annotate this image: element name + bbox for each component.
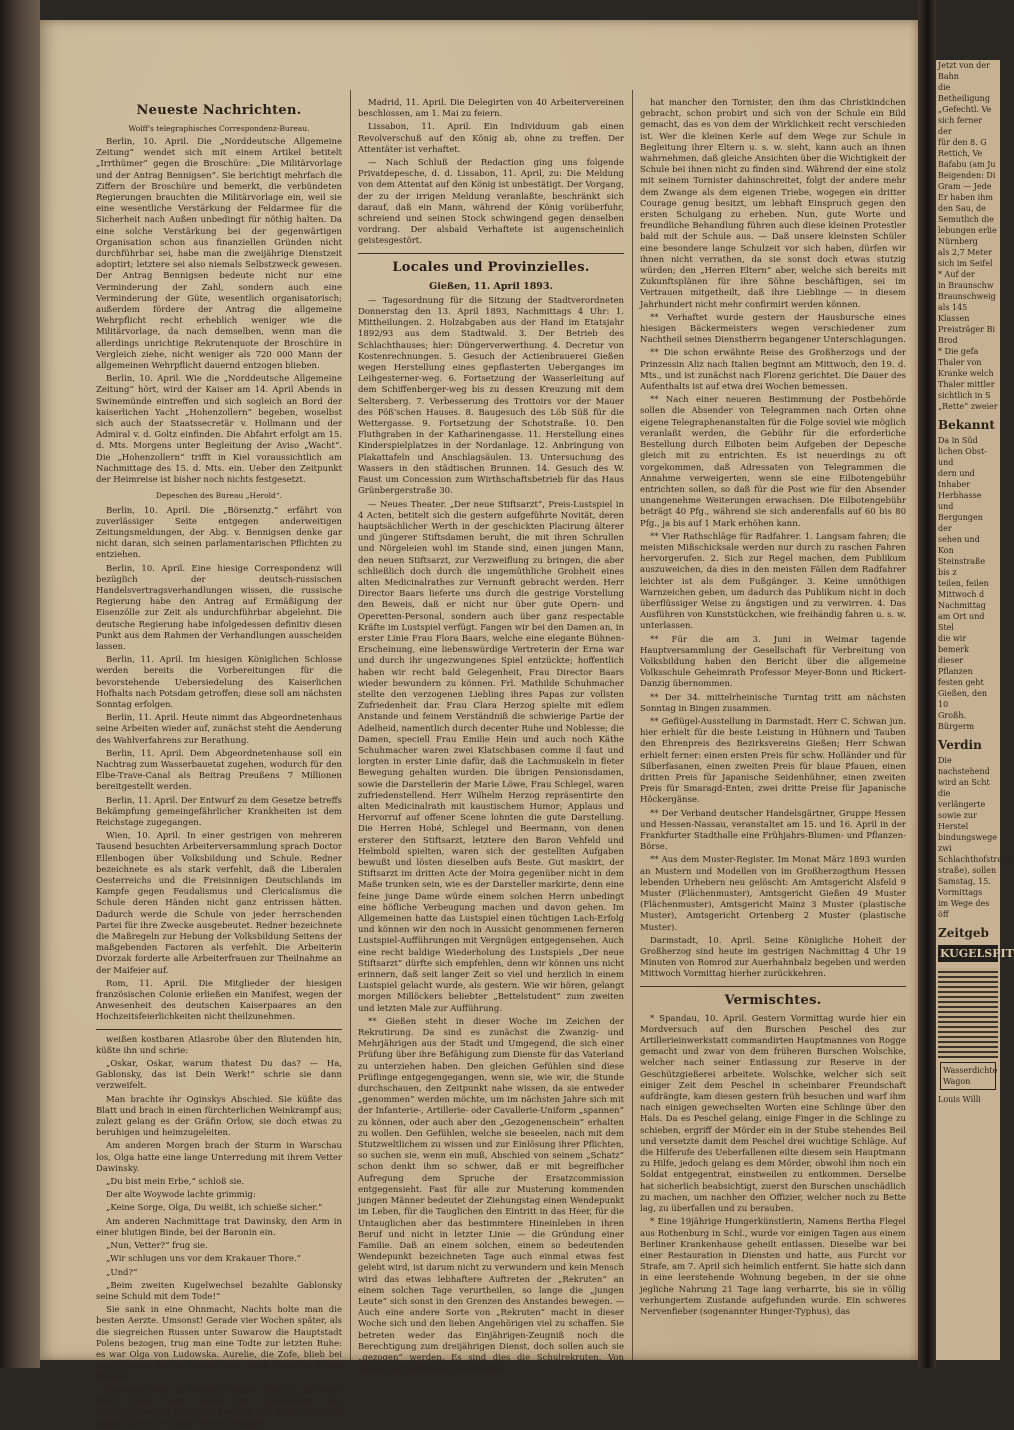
adjacent-line: Semutlich die xyxy=(938,215,994,224)
adjacent-line: Jetzt von der Bahn xyxy=(938,61,990,81)
adjacent-line: Kranke welch xyxy=(938,369,994,378)
depeschen-line: Depeschen des Bureau „Herold“. xyxy=(155,491,283,501)
adjacent-line: Da in Süd xyxy=(938,436,978,445)
feuilleton-paragraph: „Oskar, Oskar, warum thatest Du das? — Ha, Gablonsky, das ist Dein Werk!“ schrie sie dann verzweifelt. xyxy=(96,1059,342,1092)
adjacent-line: Bergungen der xyxy=(938,513,983,533)
news-paragraph: Berlin, 10. April. Die „Norddeutsche Allgemeine Zeitung“ wendet sich mit einem Artikel betitelt „Irrthümer“ gegen die Broschüre: „Die Militärvorlage und der Antrag Bennigsen“. Sie berichtigt mehrfach die Ziffern der Broschüre und bemerkt, die verbündeten Regierungen brauchten die Militärvorlage ein, weil sie eine wesentliche Verstärkung der Feldarmee für die Sicherheit nach Außen unbedingt für nöthig halten. Da eine solche Verstärkung bei der gegenwärtigen Organisation schon aus finanziellen Gründen nicht durchführbar sei, habe man die zweijährige Dienstzeit adoptirt; letztere sei also niemals Selbstzweck gewesen. Der Antrag Bennigsen bedeute nicht nur eine Verminderung der Zahl, sondern auch eine Verminderung der Güte, wesentlich organisatorisch; außerdem fördere der Antrag die allgemeine Wehrpflicht recht erheblich weniger wie die Militärvorlage, da nach demselben, wenn man die allerdings unrichtige Rekrutenquote der Broschüre in Vergleich ziehe, nicht weniger als 720 000 Mann der allgemeinen Wehrpflicht dauernd entzogen blieben. xyxy=(96,137,342,372)
local-paragraph: — Neues Theater. „Der neue Stiftsarzt“, Preis-Lustspiel in 4 Acten, betitelt sich die gestern aufgeführte Novität, deren hauptsächlicher Werth in der geschickten Placirung älterer und jüngerer Stiftsdamen beruht, die mit ihren Schrullen und Nörgeleien wohl im Stande sind, einen jungen Mann, den neuen Stiftsarzt, zur Verzweiflung zu bringen, die aber schließlich doch durch die ungemüthliche Grobheit eines alten Medicinalrathes zur Vernunft gebracht werden. Herr Director Baars lieferte uns durch die gestrige Vorstellung den Beweis, daß er nicht nur über gute Opern- und Operetten-Personal, sondern auch über ganz respectable Kräfte im Lustspiel verfügt. Fangen wir bei den Damen an, in erster Linie Frau Flora Baars, welche eine elegante Bühnen-Erscheinung, eine liebenswürdige Vertreterin der Erna war und durch ihr ungezwungenes Spiel entzückte; hoffentlich haben wir recht bald Gelegenheit, Frau Director Baars wieder bewundern zu können. Frl. Mathilde Schuhmacher stellte den verzogenen Liebling ihres Papas zur vollsten Zufriedenheit dar. Frau Clara Herzog spielte mit edlem Anstande und feinem Verständniß die schwierige Partie der Adelheid, namentlich durch decenter Ruhe und Noblesse; die Damen, speciell Frau Emilie Hein und auch noch Käthe Schuhmacher waren zwei Klatschbasen comme il faut und lorgten in erster Linie dafür, daß die Lachmuskeln in fleter Bewegung gehalten wurden. Die übrigen Pensionsdamen, sowie die Darstellerin der Marie Löwe, Frau Schlegel, waren zufriedenstellend. Herr Wilhelm Herzog repräsentirte den alten Medicinalrath mit kaustischem Humor; Applaus und Hervorruf auf offener Scene lohnten die gute Darstellung. Die Herren Hobé, Schlegel und Beermann, von denen ersterer den Stiftsarzt, letztere den Baron Vehfeld und Helmbold spielten, waren sich der gestellten Aufgaben bewußt und lösten dieselben aufs Beste. Gut maskirt, der Stiftsarzt im dritten Acte der Moira gegenüber nicht in dem Maße trunken sein, wie es der Darsteller markirte, denn eine feine junge Dame würde einem solchen Herrn unbedingt eine höfliche Verbeugung machen und davon gehen. Im Allgemeinen hatte das Lustspiel einen tüchtigen Lach-Erfolg und können wir den noch in Aussicht genommenen ferneren Lustspiel-Aufführungen mit Vergnügen entgegensehen. Auch eine recht baldige Wiederholung des Lustspiels „Der neue Stiftsarzt“ dürfte sich empfehlen, denn wir können uns nicht erinnern, daß seit langer Zeit so viel und herzlich in einem Lustspiel gelacht wurde, als gestern. Wie wir hören, gelangt morgen Millöckers beliebter „Bettelstudent“ zum zweiten und letzten Male zur Aufführung. xyxy=(358,499,624,1014)
adjacent-line: lebungen erlie xyxy=(938,226,997,235)
adjacent-line: die Betheiligung xyxy=(938,83,990,103)
column-rule xyxy=(350,90,351,1360)
locales-heading: Locales und Provinzielles. xyxy=(392,259,590,275)
news-paragraph: Berlin, 11. April. Heute nimmt das Abgeordnetenhaus seine Arbeiten wieder auf, zunächst steht die Aenderung des Wahlverfahrens zur Berathung. xyxy=(96,713,342,746)
feuilleton-paragraph: Sie sank in eine Ohnmacht, Nachts holte man die besten Aerzte. Umsonst! Gerade vier Wochen später, als die siegreichen Russen unter Suwarow die Hauptstadt Polens bezogen, trug man eine Todte zur letzten Ruhe: es war Olga von Ludowska. Aurelie, die Zofe, blieb bei ihrer Herrin bis zu deren Tode, dann ging sie in ein Kloster. xyxy=(96,1305,342,1383)
adjacent-line: sich ferner der xyxy=(938,116,983,136)
advertisement-illustration xyxy=(938,968,998,1058)
adjacent-line: * Die gefa xyxy=(938,347,979,356)
feuilleton-paragraph: „Du bist mein Erbe,“ schloß sie. xyxy=(106,1177,245,1188)
adjacent-line: Braunschweig xyxy=(938,292,996,301)
news-paragraph: Madrid, 11. April. Die Delegirten von 40 Arbeitervereinen beschlossen, am 1. Mai zu feiern. xyxy=(358,98,624,120)
adjacent-line: dern und Inhaber xyxy=(938,469,975,489)
news-paragraph: Berlin, 11. April. Der Entwurf zu dem Gesetze betreffs Bekämpfung gemeingefährlicher Krankheiten ist dem Reichstage zugegangen. xyxy=(96,795,342,828)
local-paragraph: ** Aus dem Muster-Register. Im Monat März 1893 wurden an Mustern und Modellen von im Großherzogthum Hessen lebenden Urhebern neu gelöscht: Am Amtsgericht Alsfeld 9 Muster (Flächenmuster), Amtsgericht Gießen 49 Muster (Flächenmuster), Amtsgericht Mainz 3 Muster (plastische Muster), Amtsgericht Ortenberg 2 Muster (plastische Muster). xyxy=(640,855,906,933)
news-paragraph: Lissabon, 11. April. Ein Individuum gab einen Revolverschuß auf den König ab, ohne zu treffen. Der Attentäter ist verhaftet. xyxy=(358,122,624,155)
local-paragraph: ** Der Verband deutscher Handelsgärtner, Gruppe Hessen und Hessen-Nassau, veranstaltet am 15. und 16. April in der Frankfurter Stadthalle eine Frühjahrs-Blumen- und Pflanzen-Börse. xyxy=(640,808,906,853)
feuilleton-paragraph: Am anderen Morgen brach der Sturm in Warschau los, Olga hatte eine lange Unterredung mit ihrem Vetter Dawinsky. xyxy=(96,1141,342,1174)
advertisement xyxy=(940,1062,996,1090)
left-column xyxy=(96,100,342,1430)
adjacent-line: Samstag, 15. xyxy=(938,877,991,886)
adjacent-line: „Gefechtl. Ve xyxy=(938,105,992,114)
local-paragraph: Darmstadt, 10. April. Seine Königliche Hoheit der Großherzog sind heute im gestrigen Nachmittag 4 Uhr 19 Minuten von Romrod zur Auerhahnbalz begeben und werden Mittwoch Vormittag hierher zurückkehren. xyxy=(640,935,906,980)
adjacent-line: als 145 Klassen xyxy=(938,303,970,323)
adjacent-line: die wir bemerk xyxy=(938,634,969,654)
adjacent-line: am Ort und Stel xyxy=(938,612,985,632)
news-paragraph: Berlin, 11. April. Dem Abgeordnetenhause soll ein Nachtrag zum Wasserbauetat zugehen, wodurch für den Elbe-Trave-Canal als Beitrag Preußens 7 Millionen bereitgestellt werden. xyxy=(96,748,342,793)
adjacent-page-text xyxy=(936,60,1014,1105)
misc-paragraph: * Spandau, 10. April. Gestern Vormittag wurde hier ein Mordversuch auf den Burschen Peschel des zur Artillerieinwerkstatt commandirten Hauptmannes von Rogge gemacht und zwar von dem früheren Burschen Wolschke, welcher nach seiner Entlassung zur Reserve in der Geschützgießerei arbeitete. Wolschke, welcher sich seit einiger Zeit dem Peschel in scheinbarer Freundschaft aufdrängte, kam diesen gestern früh besuchen und warf ihm nach einigen gewechselten Worten eine Schlinge über den Hals. Da es Peschel gelang, einige Finger in die Schlinge zu schieben, ergriff der Mörder ein in der Stube stehendes Beil und versetzte damit dem Peschel drei wuchtige Schläge. Auf die Hilferufe des Ueberfallenen eilte diesem sein Hauptmann zu Hilfe, jedoch gelang es dem Mörder, obwohl ihm noch ein Soldat entgegentrat, einstweilen zu entkommen. Derselbe hat sicherlich beabsichtigt, zuerst den Burschen unschädlich zu machen, um nachher den Offizier, welcher noch zu Bette lag, zu überfallen und zu berauben. xyxy=(640,1013,906,1215)
local-paragraph: ** Der 34. mittelrheinische Turntag tritt am nächsten Sonntag in Bingen zusammen. xyxy=(640,692,906,714)
adjacent-line: Vormittags xyxy=(938,888,983,897)
adjacent-heading: Bekannt xyxy=(938,418,995,432)
adjacent-line: sehen und Kon xyxy=(938,535,980,555)
advertisement: KUGELSPIT xyxy=(940,947,1014,960)
feuilleton-paragraph: „Und?“ xyxy=(106,1267,138,1278)
feuilleton-paragraph: Dawinsky zog mit seinem reichen Erbe in die neue Welt. Jetzt erst ward die Geschichte der verhängnißvollen Polonaise bekannt und damit auch das unglückliche Geschick Polens besiegelt. xyxy=(96,1385,342,1430)
news-paragraph: Wien, 10. April. In einer gestrigen von mehreren Tausend besuchten Arbeiterversammlung sprach Doctor Ellenbogen über Volksbildung und Schule. Redner bezeichnete es als stark verfehlt, daß die Liberalen Oesterreichs und die Freisinnigen Deutschlands im Kampfe gegen Feudalismus und Clericalismus die Schule deren Händen nicht ganz entrissen hätten. Dadurch werde die Schule von jeder herrschenden Partei für ihre Zwecke ausgebeutet. Redner bezeichnete die Maßregeln zur Hebung der Volksbildung Seitens der maßgebenden Factoren als verfehlt. Die Arbeiterin Dvorzak forderte alle Arbeiterfrauen zur Theilnahme an der Maifeier auf. xyxy=(96,831,342,976)
adjacent-line: für den 8. G xyxy=(938,138,987,147)
adjacent-line: die verlängerte xyxy=(938,789,986,809)
adjacent-line: dieser Pflanzen xyxy=(938,656,973,676)
local-paragraph: ** Verhaftet wurde gestern der Hausbursche eines hiesigen Bäckermeisters wegen verschiedener zum Nachtheil seines Dienstherrn begangener Unterschlagungen. xyxy=(640,312,906,346)
news-paragraph: Berlin, 10. April. Wie die „Norddeutsche Allgemeine Zeitung“ hört, wird der Kaiser am 14. April Abends in Swinemünde eintreffen und sich sogleich an Bord der kaiserlichen Yacht „Hohenzollern“ begeben, woselbst sich auch der Staatssecretär v. Hollmann und der Admiral v. d. Goltz einfinden. Die Abfahrt erfolgt am 15. d. Mts. Morgens unter Begleitung der Aviso „Wacht“. Die „Hohenzollern“ trifft in Kiel voraussichtlich am Nachmittage des 15. d. Mts. ein. Ueber den Zeitpunkt der Heimreise ist bisher noch nichts festgesetzt. xyxy=(96,374,342,486)
adjacent-line: Bafabu (am Ju xyxy=(938,160,996,169)
misc-paragraph: * Eine 19jährige Hungerkünstlerin, Namens Bertha Flegel aus Rothenburg in Schl., wurde vor einigen Tagen aus einem Berliner Krankenhause geheilt entlassen. Dieselbe war bei einer Restauration in Diensten und hatte, aus Furcht vor Strafe, am 7. April sich heimlich entfernt. Sie hatte sich dann in eine leerstehende Wohnung begeben, in der sie ohne jegliche Nahrung 21 Tage lang verharrte, bis sie in völlig verhungertem Zustande aufgefunden wurde. Ein schweres Nervenfieber (sogenannter Hunger-Typhus), das xyxy=(640,1217,906,1317)
adjacent-line: Thaler mittler xyxy=(938,380,995,389)
feuilleton-paragraph: „Nun, Vetter?“ frug sie. xyxy=(106,1241,208,1252)
feuilleton-paragraph: „Beim zweiten Kugelwechsel bezahlte Gablonsky seine Schuld mit dem Tode!“ xyxy=(96,1280,342,1302)
page-gutter xyxy=(918,0,936,1368)
local-paragraph: ** Vier Rathschläge für Radfahrer. 1. Langsam fahren; die meisten Mißschicksale werden nur durch zu raschen Fahren hervorgerufen. 2. Sich zur Regel machen, dem Publikum auszuweichen, da dies in den meisten Fällen dem Radfahrer leichter ist als dem Fußgänger. 3. Keine unnöthigen Warnzeichen geben, um dadurch das Publikum nicht in doch überflüssiger Weise zu ängstigen und zu verwirren. 4. Das Ausführen von Kunststückchen, wie freihändig fahren u. s. w. unterlassen. xyxy=(640,531,906,632)
adjacent-line: den Sau, de xyxy=(938,204,986,213)
feuilleton-paragraph: „Keine Sorge, Olga, Du weißt, ich schieße sicher.“ xyxy=(106,1203,323,1214)
ad-line: Wasserdichte xyxy=(943,1066,998,1075)
adjacent-line: Er haben ihm xyxy=(938,193,993,202)
local-paragraph: hat mancher den Tornister, den ihm das Christkindchen gebracht, schon probirt und sich von der Schule ein Bild gemacht, das es von dem der Wirklichkeit recht verschieden ist. Wer die kleinen Kerle auf dem Wege zur Schule in Begleitung ihrer Eltern u. s. w. sieht, kann auch an ihnen wahrnehmen, daß gleiche Ansichten über die Wichtigkeit der Schule bei ihnen nicht zu finden sind. Während der eine stolz mit seinem Tornister dahinschreitet, folgt der andere mehr dem Zwange als dem eigenen Triebe, wogegen ein dritter Courage genug besitzt, um lebhaft Einspruch gegen den ersten Schulgang zu erheben. Nun, gute Worte und freundliche Behandlung führen auch diese kleinen Protestler bald mit der Schule aus. — Daß unsere kleinsten Schüler eine besondere lange Schulzeit vor sich haben, dürfen wir ihnen nicht verrathen, da sie sonst doch etwas stutzig würden; den „Herren Eltern“ aber, welche sich bereits mit Zukunftsplänen für ihre Söhne beschäftigen, sei im Vertrauen mitgetheilt, daß ihre Lieblinge — in diesem Jahrhundert nicht mehr confirmirt werden können. xyxy=(640,98,906,310)
adjacent-line: wird an Scht xyxy=(938,778,990,787)
adjacent-line: Rettich, Ve xyxy=(938,149,983,158)
adjacent-line: in Braunschw xyxy=(938,281,994,290)
right-column xyxy=(640,98,906,1342)
feuilleton-paragraph: Am anderen Nachmittage trat Dawinsky, den Arm in einer blutigen Binde, bei der Baronin ein. xyxy=(96,1216,342,1238)
local-paragraph: ** Die schon erwähnte Reise des Großherzogs und der Prinzessin Aliz nach Italien beginnt am Mittwoch, den 19. d. Mts., und ist zunächst nach Florenz gerichtet. Die Dauer des Aufenthalts ist auf etwa drei Wochen bemessen. xyxy=(640,348,906,393)
adjacent-line: „Rette“ zweier xyxy=(938,402,998,411)
adjacent-line: Die nachstehend xyxy=(938,756,990,776)
adjacent-line: teilen, feilen xyxy=(938,579,989,588)
section-divider xyxy=(96,1029,342,1030)
adjacent-line: bindungswege zwi xyxy=(938,833,997,853)
section-divider xyxy=(358,253,624,254)
adjacent-line: Nürnberg xyxy=(938,237,978,246)
ad-line: Wagon xyxy=(943,1077,971,1086)
news-paragraph: Rom, 11. April. Die Mitglieder der hiesigen französischen Colonie erließen ein Manifest, wegen der Anwesenheit des deutschen Kaiserpaares an den Hochzeitsfeierlichkeiten nicht theilzunehmen. xyxy=(96,978,342,1023)
adjacent-line: Preisträger Bi xyxy=(938,325,996,334)
newspaper-page xyxy=(40,20,918,1430)
adjacent-line: im Wege des öff xyxy=(938,899,990,919)
local-paragraph: ** Nach einer neueren Bestimmung der Postbehörde sollen die Absender von Telegrammen nach Orten ohne eigene Telegraphenanstalten für die Folge soviel wie möglich veranlaßt werden, die Gebühr für die erforderliche Bestellung durch Eilboten beim Aufgeben der Depesche gleich mit zu entrichten. Es ist neuerdings zu oft vorgekommen, daß Adressaten von Telegrammen die Annahme verweigerten, wenn sie eine Eilbotengebühr entrichten sollen, so daß für die Post wie für den Absender unangenehme Weiterungen erwachsen. Die Eilbotengebühr beträgt 40 Pfg., während sie sich anderenfalls auf 60 bis 80 Pfg., ja bis auf 1 Mark erhöhen kann. xyxy=(640,395,906,529)
news-paragraph: Berlin, 11. April. Im hiesigen Königlichen Schlosse werden bereits die Vorbereitungen für die bevorstehende Uebersiedelung des Kaiserlichen Hofhalts nach Potsdam getroffen; diese soll am nächsten Sonntag erfolgen. xyxy=(96,655,342,710)
adjacent-line: festen geht xyxy=(938,678,984,687)
adjacent-line: sichtlich in S xyxy=(938,391,991,400)
section-divider xyxy=(640,986,906,987)
adjacent-line: sich im Seifel xyxy=(938,259,993,268)
adjacent-line: sowie zur Herstel xyxy=(938,811,977,831)
feuilleton-paragraph: Der alte Woywode lachte grimmig: xyxy=(106,1190,256,1201)
column-rule xyxy=(632,90,633,1360)
adjacent-line: Gram — Jede xyxy=(938,182,992,191)
neueste-nachrichten-heading: Neueste Nachrichten. xyxy=(136,103,302,118)
dateline: Gießen, 11. April 1893. xyxy=(429,280,553,292)
source-line: Wolff's telegraphisches Correspondenz-Bureau. xyxy=(128,124,310,133)
adjacent-line: Nachmittag xyxy=(938,601,986,610)
middle-column xyxy=(358,98,624,1375)
adjacent-line: Mittwoch d xyxy=(938,590,985,599)
feuilleton-paragraph: Man brachte ihr Oginskys Abschied. Sie küßte das Blatt und brach in einen fürchterlichen Weinkrampf aus; zulezt gelang es der Gräfin Orlow, sie doch etwas zu beruhigen und heimzugeleiten. xyxy=(96,1094,342,1139)
local-paragraph: ** Gießen steht in dieser Woche im Zeichen der Rekrutirung. Da sind es zunächst die Zwanzig- und Mehrjährigen aus der Stadt und Umgegend, die sich einer Prüfung über ihre Befähigung zum Dienste für das Vaterland zu unterziehen haben. Den gleichen Gefühlen sind diese Prüflinge entgegengegangen, wenn sie, wie wir, die Stunde durchschauen, den Zeitpunkt nahe wissen, da sie entweder „genommen“ werden möchte, um im nächsten Jahre sich mit der Infanterie-, Artillerie- oder Cavallerie-Uniform „spannen“ zu können, oder auch aber den „Gezogenenschein“ erhalten zu wollen. Den Gefühlen, welche sie beseelen, nach mit dem Stutzweltlichem zu wissen und zur Einlösung ihrer Pflichten, so suchen sie, wenn ein muß, Abschied von seinem „Schatz“ schon denkt ihm so schwer, daß er mit begreiflicher Aufregung dem Spruche der Ersatzcommission entgegensieht. Fast für alle zur Musterung kommenden jungen Männer bedeutet der Ziehungstag einen Wendepunkt im Leben, für die Tauglichen den Eintritt in das Heer, für die Untauglichen aber das bestimmtere Hineinleben in ihren Beruf und nicht in letzter Linie — die Gründung einer Familie. Daß an einem solchen, einem so bedeutenden Wendepunkt bezeichneten Tage auch einmal etwas fest gelebt wird, ist darum nicht zu verwundern und kein Mensch wird das etwas lebhaftere Auftreten der „Rekruten“ an einem solchen Tage verurtheilen, so lange die „jungen Leute“ sich sonst in den Grenzen des Anstandes bewegen. — Auch eine andere Sorte von „Rekruten“ macht in dieser Woche sich und den lieben Angehörigen viel zu schaffen. Sie betreten weder das Einjährigen-Zeugniß noch die Berechtigung zum dreijährigen Dienst, doch sollen auch sie „gezogen“ werden. Es sind dies die Schulrekruten. Von diesen sechsjährigen Bürschchen xyxy=(358,1016,624,1375)
book-binding xyxy=(0,0,40,1368)
adjacent-line: Gießen, den 10 xyxy=(938,689,988,709)
adjacent-line: als 2,7 Meter xyxy=(938,248,992,257)
adjacent-line: straße), sollen xyxy=(938,866,997,875)
adjacent-line: Thaler von xyxy=(938,358,982,367)
local-paragraph: ** Für die am 3. Juni in Weimar tagende Hauptversammlung der Gesellschaft für Verbreitung von Volksbildung haben den Bericht über die allgemeine Volksschule Geheimrath Professor Meyer-Bonn und Rickert-Danzig übernommen. xyxy=(640,634,906,690)
adjacent-line: Beigenden: Di xyxy=(938,171,996,180)
feuilleton-paragraph: weißen kostbaren Atlasrobe über den Blutenden hin, küßte ihn und schrie: xyxy=(96,1034,342,1056)
news-paragraph: — Nach Schluß der Redaction ging uns folgende Privatdepesche, d. d. Lissabon, 11. April, zu: Die Meldung von dem Attentat auf den König ist unbestätigt. Der Vorgang, der zu der irrigen Meldung veranlaßte, beschränkt sich darauf, daß ein Mann, während der König vorüberfuhr, schreiend und seinen Stock schwingend gegen denselben vordrang. Der alsbald Verhaftete ist augenscheinlich geistesgestört. xyxy=(358,158,624,247)
news-paragraph: Berlin, 10. April. Eine hiesige Correspondenz will bezüglich der deutsch-russischen Handelsvertragsverhandlungen wissen, die russische Regierung habe den Antrag auf Ermäßigung der Eisenzölle zur Zeit als undurchführbar abgelehnt. Die deutsche Regierung habe infolgedessen definitiv diesen Punkt aus dem Rahmen der Verhandlungen ausscheiden lassen. xyxy=(96,563,342,652)
adjacent-line: Steinstraße bis z xyxy=(938,557,986,577)
adjacent-line: Herbhasse und xyxy=(938,491,982,511)
adjacent-line: * Auf der xyxy=(938,270,975,279)
local-paragraph: — Tagesordnung für die Sitzung der Stadtverordneten Donnerstag den 13. April 1893, Nachmittags 4 Uhr: 1. Mittheilungen. 2. Holzabgaben aus der Hand im Etatsjahr 1892/93 aus dem Stadtwald. 3. Der Betrieb des Schlachthauses; hier: Düngerverwerthung. 4. Decretur von Kostenrechnungen. 5. Gesuch der Actienbrauerei Gießen wegen Herstellung eines gepflasterten Ueberganges im Leihgesterner-weg. 6. Fortsetzung der Wasserleitung auf dem Schiffenberger-weg bis zu dessen Kreuzung mit dem Seltersberg. 7. Verbesserung des Trottoirs vor der Mauer des Pöß'schen Hauses. 8. Baugesuch des Löb Süß für die Wettergasse. 9. Fortsetzung der Schotstraße. 10. Den Fluthgraben in der Katharinengasse. 11. Herstellung eines Kinderspielplatzes in der Nordanlage. 12. Anbringung von Plakattafeln und Anschlagsäulen. 13. Untersuchung des Wassers in den städtischen Brunnen. 14. Gesuch des W. Faust um Concession zum Wirthschaftsbetrieb für das Haus Grünbergerstraße 30. xyxy=(358,295,624,497)
adjacent-line: Brod xyxy=(938,336,958,345)
adjacent-line: Schlachthofstraße xyxy=(938,855,1013,864)
adjacent-page xyxy=(936,60,1014,1360)
local-paragraph: ** Geflügel-Ausstellung in Darmstadt. Herr C. Schwan jun. hier erhielt für die beste Leistung in Hühnern und Tauben den Ehrenpreis des Bezirksvereins Gießen; Herr Schwan erhielt ferner: einen ersten Preis für schw. Holländer und für Silberfasanen, einen zweiten Preis für blaue Pfauen, einen dritten Preis für Japanische Seidenhühner, einen zweiten Preis für Smaragd-Enten, zwei dritte Preise für Japanische Höckergänse. xyxy=(640,716,906,806)
vermischtes-heading: Vermischtes. xyxy=(724,992,822,1008)
news-paragraph: Berlin, 10. April. Die „Börsenztg.“ erfährt von zuverlässiger Seite entgegen anderweitigen Zeitungsmeldungen, der Abg. v. Bennigsen denke gar nicht daran, sich seinen parlamentarischen Pflichten zu entziehen. xyxy=(96,505,342,561)
adjacent-line: Großh. Bürgerm xyxy=(938,711,975,731)
adjacent-heading: Zeitgeb xyxy=(938,926,989,940)
ad-line: Louis Willi xyxy=(938,1095,981,1104)
feuilleton-paragraph: „Wir schlugen uns vor dem Krakauer Thore.“ xyxy=(106,1254,301,1265)
adjacent-line: lichen Obst- und xyxy=(938,447,987,467)
adjacent-heading: Verdin xyxy=(938,738,982,752)
